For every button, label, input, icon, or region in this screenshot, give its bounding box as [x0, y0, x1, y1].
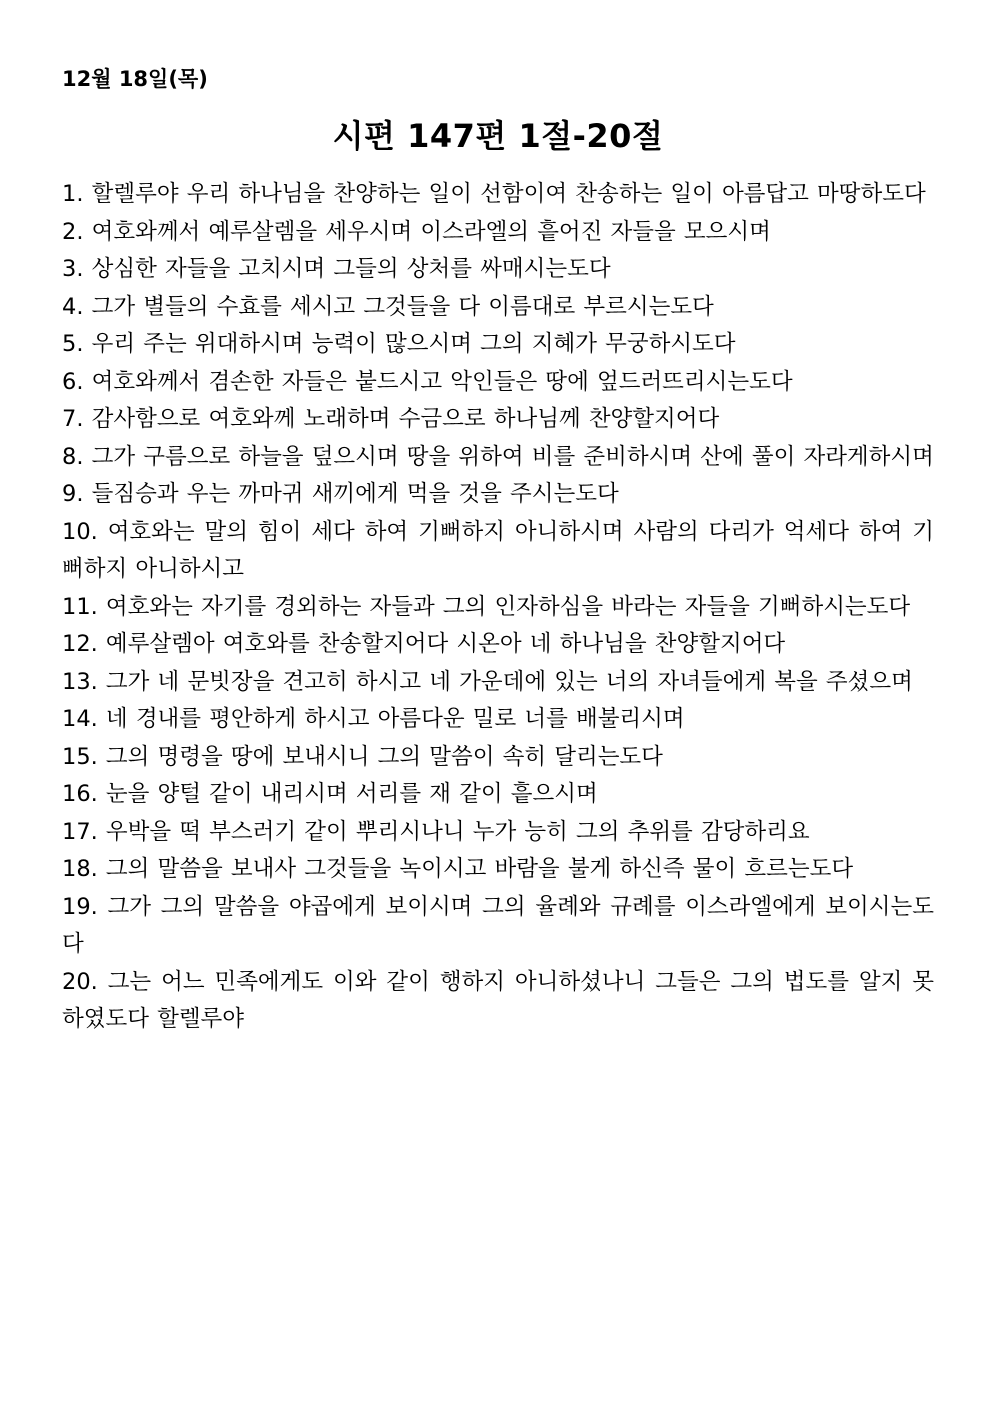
page-title: 시편 147편 1절-20절: [332, 117, 664, 155]
verse-3: 3. 상심한 자들을 고치시며 그들의 상처를 싸매시는도다: [62, 256, 611, 282]
verse-16: 16. 눈을 양털 같이 내리시며 서리를 재 같이 흩으시며: [62, 781, 598, 807]
verse-18: 18. 그의 말씀을 보내사 그것들을 녹이시고 바람을 불게 하신즉 물이 흐르는도다: [62, 856, 854, 882]
verse-17: 17. 우박을 떡 부스러기 같이 뿌리시나니 누가 능히 그의 추위를 감당하리요: [62, 818, 810, 845]
verse-9: 9. 들짐승과 우는 까마귀 새끼에게 먹을 것을 주시는도다: [62, 481, 619, 507]
verse-8: 8. 그가 구름으로 하늘을 덮으시며 땅을 위하여 비를 준비하시며 산에 풀이 자라게하시며: [62, 443, 934, 470]
verse-11: 11. 여호와는 자기를 경외하는 자들과 그의 인자하심을 바라는 자들을 기뻐하시는도다: [62, 593, 911, 620]
verse-10: 10. 여호와는 말의 힘이 세다 하여 기뻐하지 아니하시며 사람의 다리가 억세다 하여 기뻐하지 아니하시고: [62, 518, 934, 582]
verse-list: [62, 176, 934, 1039]
verse-12: 12. 예루살렘아 여호와를 찬송할지어다 시온아 네 하나님을 찬양할지어다: [62, 631, 786, 657]
verse-13: 13. 그가 네 문빗장을 견고히 하시고 네 가운데에 있는 너의 자녀들에게 복을 주셨으며: [62, 668, 913, 695]
verse-20: 20. 그는 어느 민족에게도 이와 같이 행하지 아니하셨나니 그들은 그의 법도를 알지 못하였도다 할렐루야: [62, 968, 934, 1032]
verse-2: 2. 여호와께서 예루살렘을 세우시며 이스라엘의 흩어진 자들을 모으시며: [62, 218, 771, 245]
verse-5: 5. 우리 주는 위대하시며 능력이 많으시며 그의 지혜가 무궁하시도다: [62, 331, 736, 357]
date-label: 12월 18일(목): [62, 67, 208, 91]
verse-15: 15. 그의 명령을 땅에 보내시니 그의 말씀이 속히 달리는도다: [62, 743, 663, 770]
verse-1: 1. 할렐루야 우리 하나님을 찬양하는 일이 선함이여 찬송하는 일이 아름답고 마땅하도다: [62, 181, 926, 207]
verse-14: 14. 네 경내를 평안하게 하시고 아름다운 밀로 너를 배불리시며: [62, 706, 685, 732]
verse-4: 4. 그가 별들의 수효를 세시고 그것들을 다 이름대로 부르시는도다: [62, 293, 714, 320]
verse-6: 6. 여호와께서 겸손한 자들은 붙드시고 악인들은 땅에 엎드러뜨리시는도다: [62, 368, 793, 395]
verse-19: 19. 그가 그의 말씀을 야곱에게 보이시며 그의 율례와 규례를 이스라엘에게 보이시는도다: [62, 893, 934, 957]
verse-7: 7. 감사함으로 여호와께 노래하며 수금으로 하나님께 찬양할지어다: [62, 406, 720, 432]
